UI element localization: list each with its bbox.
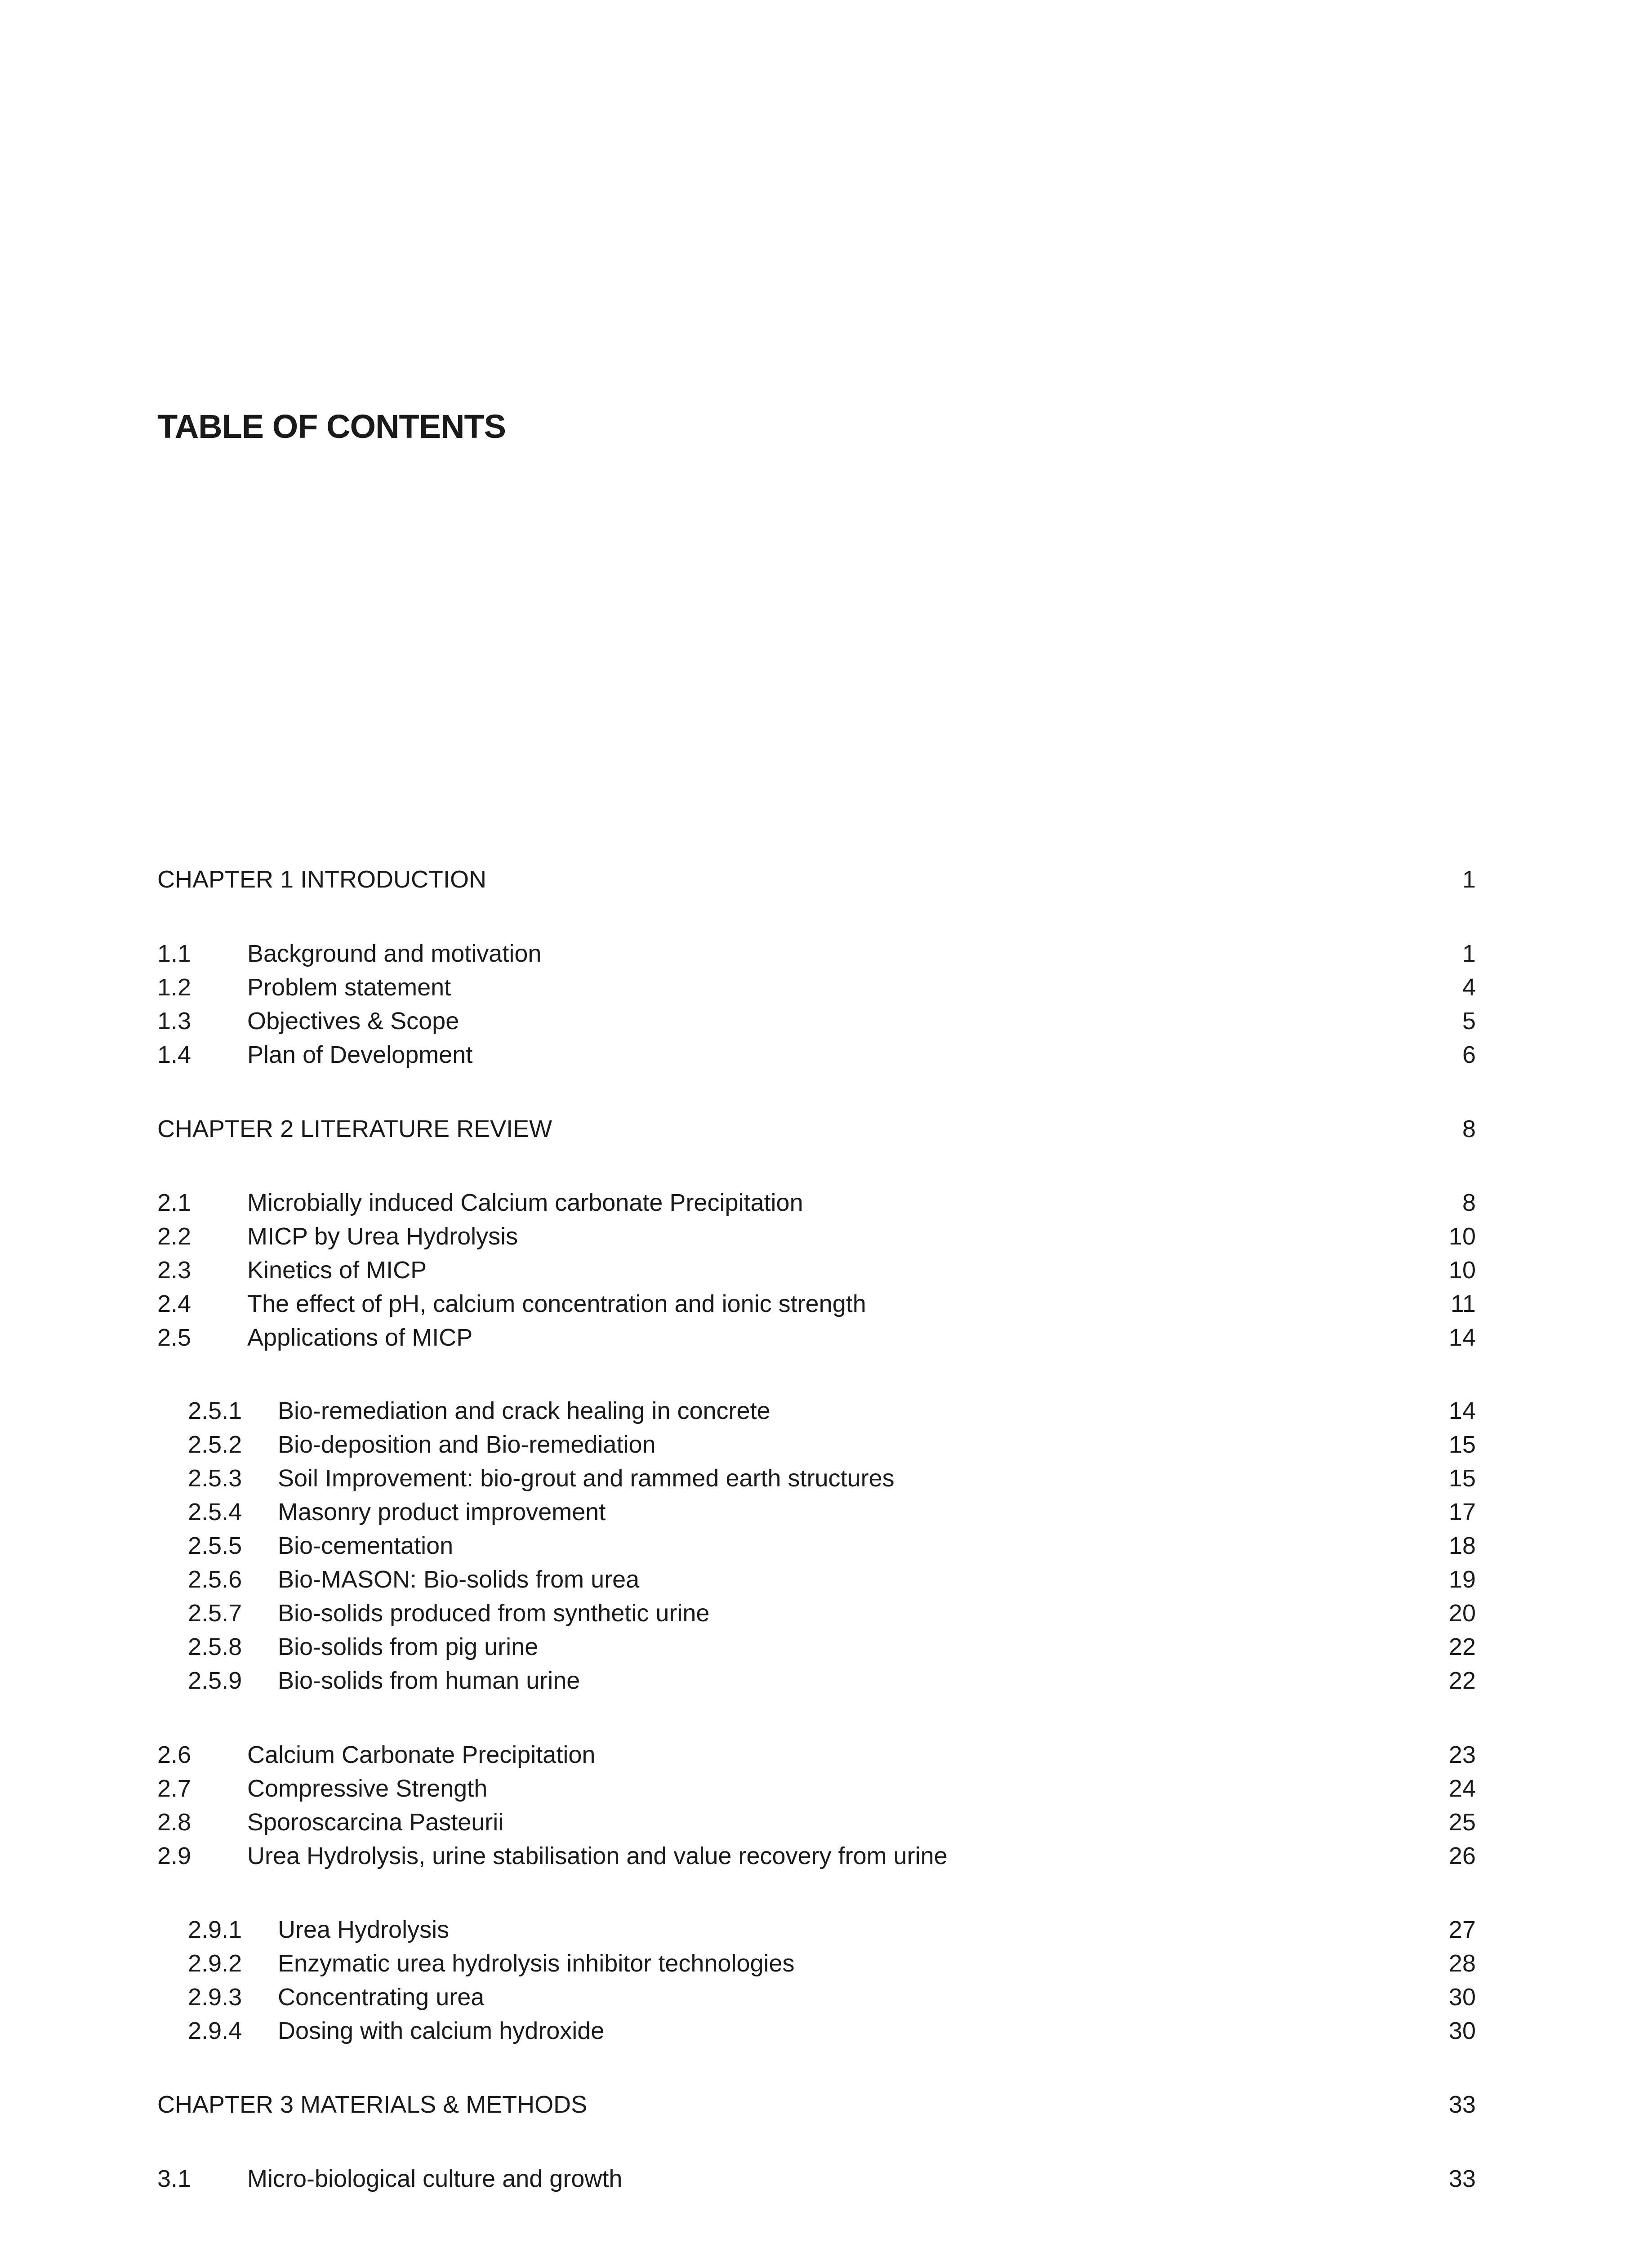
toc-subsection-entry (157, 1596, 1476, 1630)
entry-number: 1.1 (157, 940, 191, 967)
entry-number: 2.2 (157, 1223, 191, 1250)
entry-page-number: 6 (1462, 1041, 1476, 1068)
entry-page-number: 14 (1448, 1397, 1476, 1424)
entry-title: Microbially induced Calcium carbonate Precipitation (247, 1189, 803, 1216)
entry-page-number: 33 (1448, 2091, 1476, 2118)
entry-page-number: 23 (1448, 1741, 1476, 1768)
toc-section-entry (157, 937, 1476, 971)
toc-subsection-entry (157, 1529, 1476, 1563)
entry-page-number: 17 (1448, 1499, 1476, 1525)
entry-page-number: 25 (1448, 1809, 1476, 1836)
toc-subsection-entry (157, 1913, 1476, 1947)
entry-page-number: 19 (1448, 1566, 1476, 1593)
entry-title: Bio-solids from human urine (278, 1667, 580, 1694)
toc-section-entry (157, 1287, 1476, 1321)
entry-title: Plan of Development (247, 1041, 473, 1068)
entry-number: 2.6 (157, 1741, 191, 1768)
entry-page-number: 20 (1448, 1600, 1476, 1627)
entry-title: Calcium Carbonate Precipitation (247, 1741, 596, 1768)
entry-title: Kinetics of MICP (247, 1257, 427, 1284)
entry-number: 2.5.9 (188, 1667, 242, 1694)
toc-subsection-entry (157, 1461, 1476, 1495)
entry-page-number: 30 (1448, 2017, 1476, 2044)
entry-title: Bio-cementation (278, 1532, 454, 1559)
entry-page-number: 1 (1462, 940, 1476, 967)
entry-number: 2.9.1 (188, 1916, 242, 1943)
entry-page-number: 18 (1448, 1532, 1476, 1559)
entry-number: 2.4 (157, 1290, 191, 1317)
toc-section-entry (157, 1738, 1476, 1772)
entry-page-number: 15 (1448, 1465, 1476, 1492)
entry-number: 2.5.3 (188, 1465, 242, 1492)
entry-title: Bio-solids from pig urine (278, 1633, 539, 1660)
entry-number: 2.5 (157, 1324, 191, 1351)
toc-subsection-entry (157, 1562, 1476, 1597)
toc-subsection-entry (157, 1980, 1476, 2014)
entry-title: Compressive Strength (247, 1775, 488, 1802)
toc-section-entry (157, 1805, 1476, 1839)
toc-subsection-entry (157, 2014, 1476, 2048)
entry-number: 2.5.5 (188, 1532, 242, 1559)
entry-page-number: 33 (1448, 2165, 1476, 2192)
toc-section-entry (157, 1839, 1476, 1873)
entry-number: 1.2 (157, 974, 191, 1001)
entry-title: Concentrating urea (278, 1984, 485, 2011)
toc-subsection-entry (157, 1630, 1476, 1664)
entry-number: 3.1 (157, 2165, 191, 2192)
entry-number: 2.9.3 (188, 1984, 242, 2011)
toc-section-entry (157, 1253, 1476, 1287)
toc-subsection-entry (157, 1664, 1476, 1698)
entry-page-number: 24 (1448, 1775, 1476, 1802)
toc-section-entry (157, 1320, 1476, 1355)
entry-title: Background and motivation (247, 940, 542, 967)
entry-title: Bio-deposition and Bio-remediation (278, 1431, 656, 1458)
entry-number: 2.5.7 (188, 1600, 242, 1627)
entry-title: Enzymatic urea hydrolysis inhibitor technologies (278, 1950, 795, 1977)
toc-section-entry (157, 1186, 1476, 1220)
entry-number: 2.9.4 (188, 2017, 242, 2044)
entry-page-number: 27 (1448, 1916, 1476, 1943)
toc-section-entry (157, 2162, 1476, 2196)
entry-title: Objectives & Scope (247, 1008, 459, 1035)
entry-page-number: 28 (1448, 1950, 1476, 1977)
entry-page-number: 26 (1448, 1842, 1476, 1869)
entry-number: 2.5.4 (188, 1499, 242, 1525)
toc-section-entry (157, 1219, 1476, 1253)
entry-number: 2.8 (157, 1809, 191, 1836)
entry-title: Micro-biological culture and growth (247, 2165, 623, 2192)
entry-page-number: 4 (1462, 974, 1476, 1001)
entry-title: The effect of pH, calcium concentration and ionic strength (247, 1290, 866, 1317)
toc-section-entry (157, 1771, 1476, 1806)
entry-title: Masonry product improvement (278, 1499, 606, 1525)
entry-page-number: 8 (1462, 1189, 1476, 1216)
entry-title: Sporoscarcina Pasteurii (247, 1809, 504, 1836)
entry-page-number: 10 (1448, 1223, 1476, 1250)
entry-number: 1.4 (157, 1041, 191, 1068)
entry-title: CHAPTER 2 LITERATURE REVIEW (157, 1115, 552, 1142)
toc-chapter-entry (157, 1112, 1476, 1146)
entry-page-number: 5 (1462, 1008, 1476, 1035)
entry-title: Urea Hydrolysis (278, 1916, 450, 1943)
entry-page-number: 22 (1448, 1633, 1476, 1660)
entry-title: Bio-solids produced from synthetic urine (278, 1600, 710, 1627)
entry-number: 2.5.6 (188, 1566, 242, 1593)
entry-number: 2.5.2 (188, 1431, 242, 1458)
entry-number: 2.5.1 (188, 1397, 242, 1424)
entry-title: Problem statement (247, 974, 451, 1001)
toc-chapter-entry (157, 2087, 1476, 2122)
entry-number: 2.9 (157, 1842, 191, 1869)
entry-title: CHAPTER 1 INTRODUCTION (157, 866, 487, 893)
toc-chapter-entry (157, 862, 1476, 897)
toc-subsection-entry (157, 1946, 1476, 1980)
page-title: TABLE OF CONTENTS (157, 408, 506, 445)
toc-subsection-entry (157, 1495, 1476, 1529)
entry-page-number: 15 (1448, 1431, 1476, 1458)
entry-page-number: 8 (1462, 1115, 1476, 1142)
entry-title: Applications of MICP (247, 1324, 473, 1351)
entry-number: 2.5.8 (188, 1633, 242, 1660)
entry-title: Dosing with calcium hydroxide (278, 2017, 605, 2044)
entry-page-number: 10 (1448, 1257, 1476, 1284)
toc-section-entry (157, 1004, 1476, 1038)
entry-page-number: 30 (1448, 1984, 1476, 2011)
entry-title: MICP by Urea Hydrolysis (247, 1223, 518, 1250)
toc-section-entry (157, 1038, 1476, 1072)
entry-number: 2.7 (157, 1775, 191, 1802)
entry-number: 2.3 (157, 1257, 191, 1284)
toc-section-entry (157, 970, 1476, 1004)
entry-page-number: 14 (1448, 1324, 1476, 1351)
entry-number: 2.1 (157, 1189, 191, 1216)
entry-title: Soil Improvement: bio-grout and rammed earth structures (278, 1465, 895, 1492)
entry-title: Bio-remediation and crack healing in concrete (278, 1397, 770, 1424)
entry-title: Urea Hydrolysis, urine stabilisation and value recovery from urine (247, 1842, 948, 1869)
entry-title: Bio-MASON: Bio-solids from urea (278, 1566, 640, 1593)
toc-subsection-entry (157, 1394, 1476, 1428)
toc-subsection-entry (157, 1427, 1476, 1462)
entry-page-number: 1 (1462, 866, 1476, 893)
entry-page-number: 11 (1450, 1290, 1476, 1317)
entry-title: CHAPTER 3 MATERIALS & METHODS (157, 2091, 588, 2118)
entry-page-number: 22 (1448, 1667, 1476, 1694)
entry-number: 1.3 (157, 1008, 191, 1035)
entry-number: 2.9.2 (188, 1950, 242, 1977)
